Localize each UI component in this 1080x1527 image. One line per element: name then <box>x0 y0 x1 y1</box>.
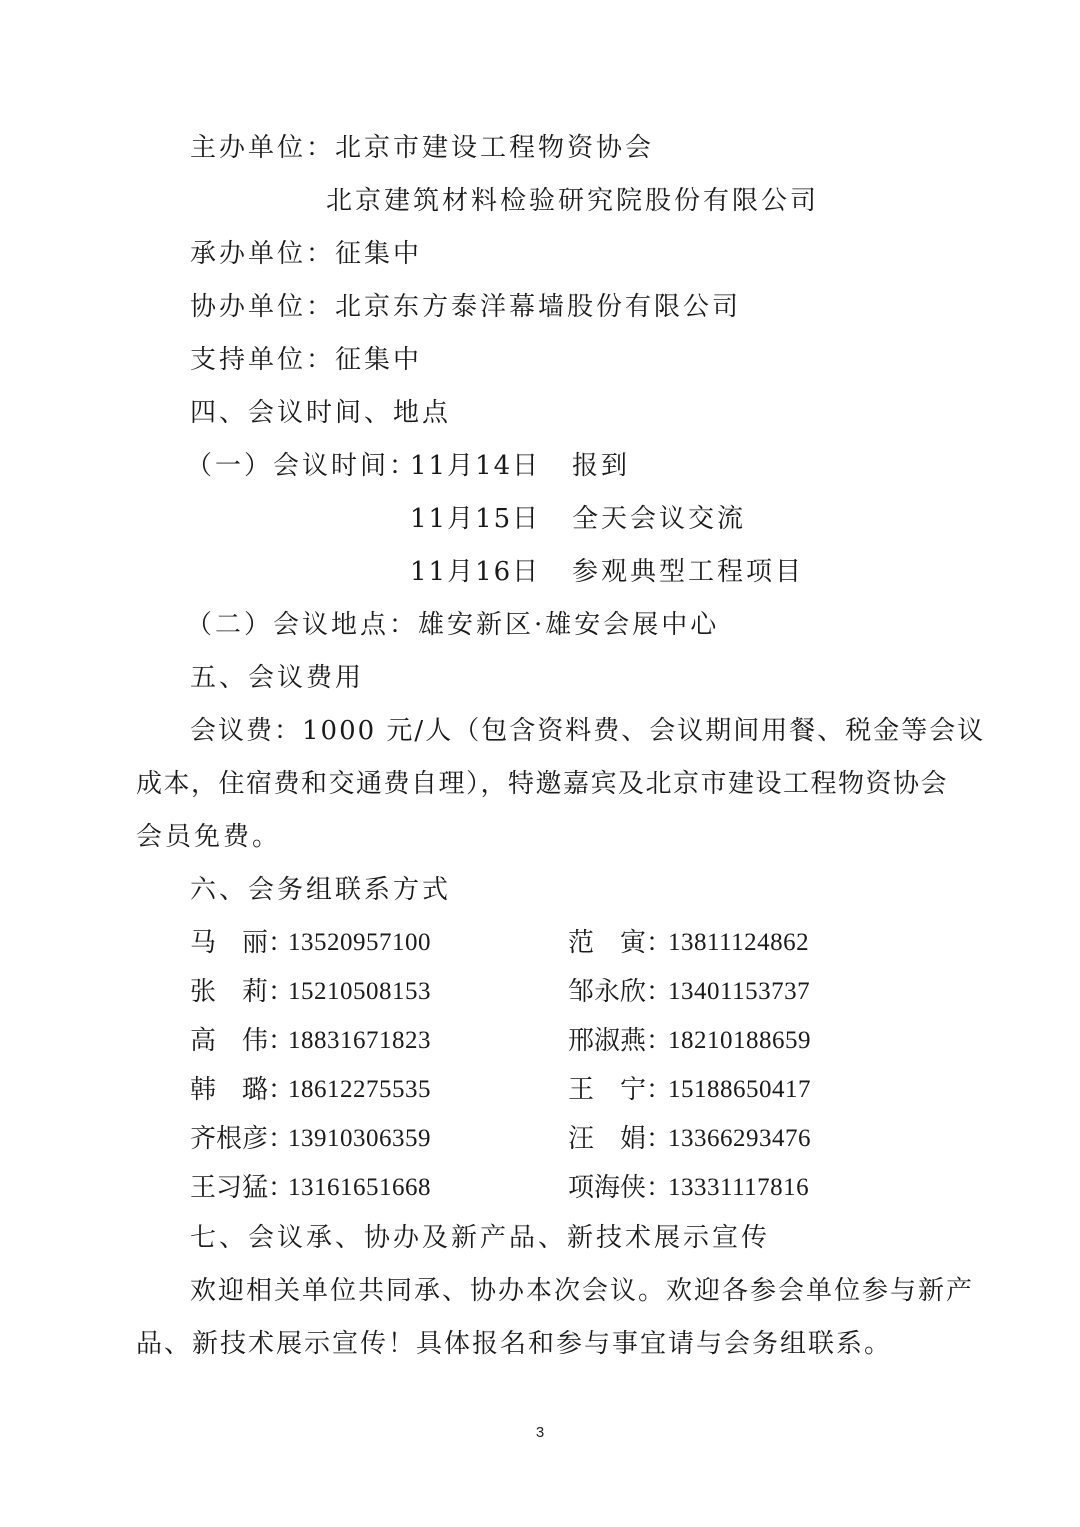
contact-phone: 13401153737 <box>668 978 811 1005</box>
contact-name: 马 丽： <box>190 928 295 958</box>
contact-name: 项海侠： <box>568 1173 673 1203</box>
schedule-event-2: 全天会议交流 <box>572 504 747 534</box>
time-label: （一）会议时间： <box>186 451 419 481</box>
contact-phone: 18612275535 <box>288 1076 431 1103</box>
schedule-date-1: 11月14日 <box>410 451 541 481</box>
host-org-1: 北京市建设工程物资协会 <box>335 133 655 163</box>
contact-phone: 13811124862 <box>668 929 810 956</box>
contact-phone: 18210188659 <box>668 1027 811 1054</box>
contact-phone: 15188650417 <box>668 1076 811 1103</box>
section7-para-line-1: 欢迎相关单位共同承、协办本次会议。欢迎各参会单位参与新产 <box>190 1276 975 1306</box>
contact-name: 齐根彦： <box>190 1124 295 1154</box>
section7-heading: 七、会议承、协办及新产品、新技术展示宣传 <box>190 1223 771 1253</box>
contact-phone: 13366293476 <box>668 1125 811 1152</box>
contact-name: 张 莉： <box>190 977 295 1007</box>
fee-line-2: 成本，住宿费和交通费自理），特邀嘉宾及北京市建设工程物资协会 <box>136 769 949 799</box>
contact-name: 邢淑燕： <box>568 1026 673 1056</box>
contact-phone: 13520957100 <box>288 929 431 956</box>
contact-phone: 13910306359 <box>288 1125 431 1152</box>
contact-phone: 13331117816 <box>668 1174 810 1201</box>
contact-name: 韩 璐： <box>190 1075 295 1105</box>
fee-line-3: 会员免费。 <box>136 822 282 852</box>
schedule-event-1: 报到 <box>572 451 631 481</box>
host-org-2: 北京建筑材料检验研究院股份有限公司 <box>326 186 820 216</box>
schedule-event-3: 参观典型工程项目 <box>572 557 805 587</box>
host-line <box>190 131 654 165</box>
contact-name: 范 寅： <box>568 928 673 958</box>
contact-phone: 18831671823 <box>288 1027 431 1054</box>
schedule-date-3: 11月16日 <box>410 557 541 587</box>
section7-para-line-2: 品、新技术展示宣传！具体报名和参与事宜请与会务组联系。 <box>136 1329 893 1359</box>
undertaker-line: 承办单位：征集中 <box>190 239 423 269</box>
contact-name: 王 宁： <box>568 1075 673 1105</box>
contact-phone: 13161651668 <box>288 1174 431 1201</box>
section4-heading: 四、会议时间、地点 <box>190 398 452 428</box>
page-number: 3 <box>535 1424 545 1441</box>
contact-name: 高 伟： <box>190 1026 295 1056</box>
host-label: 主办单位： <box>190 133 336 163</box>
fee-line-1: 会议费：1000 元/人（包含资料费、会议期间用餐、税金等会议 <box>190 716 986 746</box>
contact-name: 汪 娟： <box>568 1124 673 1154</box>
contact-name: 邹永欣： <box>568 977 673 1007</box>
venue-line: （二）会议地点：雄安新区·雄安会展中心 <box>186 610 720 640</box>
contact-phone: 15210508153 <box>288 978 431 1005</box>
contact-name: 王习猛： <box>190 1173 295 1203</box>
co-organizer-line: 协办单位：北京东方泰洋幕墙股份有限公司 <box>190 292 742 322</box>
section5-heading: 五、会议费用 <box>190 663 365 693</box>
schedule-date-2: 11月15日 <box>410 504 541 534</box>
supporter-line: 支持单位：征集中 <box>190 345 423 375</box>
section6-heading: 六、会务组联系方式 <box>190 875 452 905</box>
